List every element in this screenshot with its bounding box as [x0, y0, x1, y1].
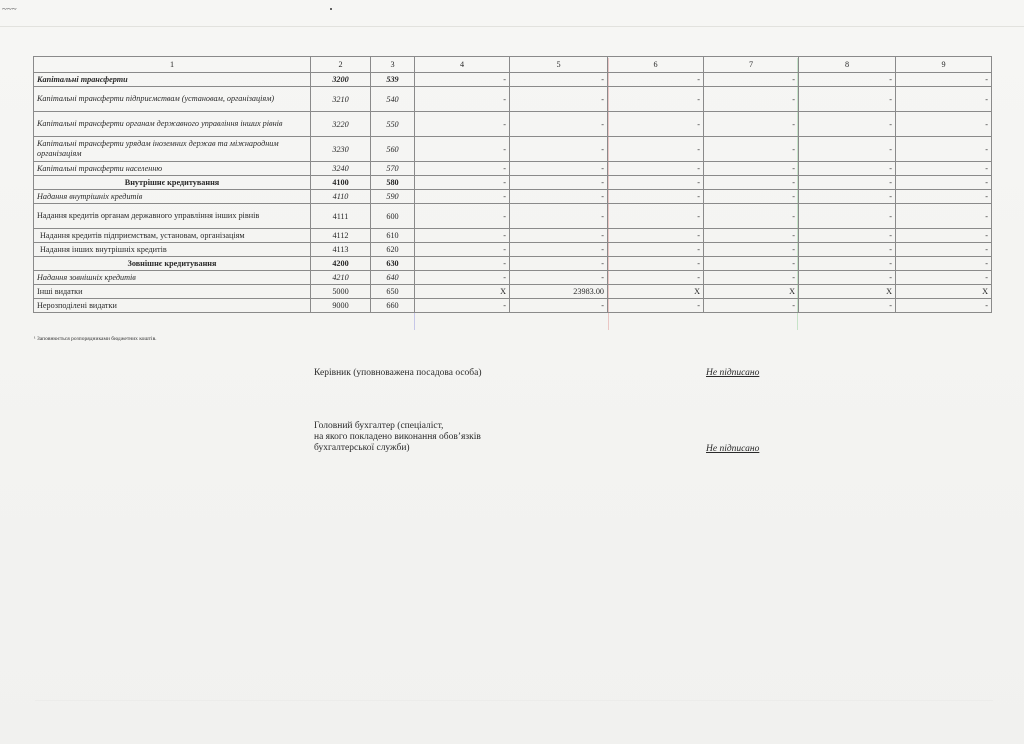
- accountant-signature-value: Не підписано: [706, 444, 760, 454]
- row-col4: -: [415, 243, 510, 257]
- row-col7: -: [704, 243, 799, 257]
- row-code: 5000: [311, 285, 371, 299]
- row-code: 4210: [311, 271, 371, 285]
- row-name: Капітальні трансферти урядам іноземних держав та міжнародним організаціям: [34, 137, 311, 162]
- row-line: 630: [371, 257, 415, 271]
- expenses-table: [33, 56, 992, 313]
- row-col7: -: [704, 112, 799, 137]
- row-col9: -: [896, 229, 992, 243]
- row-col7: -: [704, 257, 799, 271]
- page-bottom-line: [35, 700, 993, 701]
- row-name: Внутрішнє кредитування: [34, 176, 311, 190]
- row-col7: -: [704, 176, 799, 190]
- scan-mark: ~~~: [2, 4, 17, 14]
- header-cell-2: 2: [311, 57, 371, 73]
- scan-dot: [330, 8, 332, 10]
- row-code: 3200: [311, 73, 371, 87]
- row-col7: Х: [704, 285, 799, 299]
- row-line: 539: [371, 73, 415, 87]
- row-line: 590: [371, 190, 415, 204]
- header-cell-9: 9: [896, 57, 992, 73]
- table-row: [34, 204, 992, 229]
- row-name: Надання кредитів органам державного управління інших рівнів: [34, 204, 311, 229]
- row-col9: -: [896, 176, 992, 190]
- row-col8: -: [799, 257, 896, 271]
- row-col7: -: [704, 162, 799, 176]
- header-cell-4: 4: [415, 57, 510, 73]
- row-col6: -: [608, 257, 704, 271]
- table-row: [34, 112, 992, 137]
- row-code: 4100: [311, 176, 371, 190]
- row-col7: -: [704, 137, 799, 162]
- row-code: 3240: [311, 162, 371, 176]
- row-col6: -: [608, 112, 704, 137]
- header-row: [34, 57, 992, 73]
- row-code: 4110: [311, 190, 371, 204]
- row-col5: -: [510, 190, 608, 204]
- row-col9: -: [896, 299, 992, 313]
- row-col6: -: [608, 271, 704, 285]
- header-cell-6: 6: [608, 57, 704, 73]
- row-line: 620: [371, 243, 415, 257]
- row-col8: -: [799, 87, 896, 112]
- row-col5: -: [510, 176, 608, 190]
- row-col9: -: [896, 137, 992, 162]
- row-col7: -: [704, 299, 799, 313]
- row-col9: -: [896, 204, 992, 229]
- row-col5: -: [510, 299, 608, 313]
- row-col5: -: [510, 257, 608, 271]
- head-signature-value: Не підписано: [706, 368, 760, 378]
- row-col4: -: [415, 299, 510, 313]
- table-row: [34, 73, 992, 87]
- row-name: Надання інших внутрішніх кредитів: [34, 243, 311, 257]
- row-name: Капітальні трансферти населенню: [34, 162, 311, 176]
- row-col8: -: [799, 162, 896, 176]
- row-name: Капітальні трансферти: [34, 73, 311, 87]
- row-col4: -: [415, 257, 510, 271]
- table-row: [34, 190, 992, 204]
- footnote: ¹ Заповнюється розпорядниками бюджетних коштів.: [34, 336, 157, 342]
- table-row: [34, 162, 992, 176]
- row-name: Інші видатки: [34, 285, 311, 299]
- row-line: 640: [371, 271, 415, 285]
- row-col4: -: [415, 229, 510, 243]
- scan-edge-line: [0, 26, 1024, 27]
- row-col8: Х: [799, 285, 896, 299]
- row-code: 4200: [311, 257, 371, 271]
- table-row: [34, 271, 992, 285]
- header-cell-8: 8: [799, 57, 896, 73]
- row-col8: -: [799, 204, 896, 229]
- row-col4: -: [415, 112, 510, 137]
- row-code: 3210: [311, 87, 371, 112]
- row-col6: -: [608, 162, 704, 176]
- row-name: Надання внутрішніх кредитів: [34, 190, 311, 204]
- table-row: [34, 229, 992, 243]
- row-col9: Х: [896, 285, 992, 299]
- row-col6: -: [608, 190, 704, 204]
- row-name: Нерозподілені видатки: [34, 299, 311, 313]
- row-line: 610: [371, 229, 415, 243]
- row-col5: -: [510, 73, 608, 87]
- row-col4: -: [415, 176, 510, 190]
- row-col5: -: [510, 137, 608, 162]
- row-col6: -: [608, 73, 704, 87]
- row-col8: -: [799, 271, 896, 285]
- header-cell-1: 1: [34, 57, 311, 73]
- row-col6: -: [608, 243, 704, 257]
- row-col4: -: [415, 190, 510, 204]
- table-row: [34, 257, 992, 271]
- row-col9: -: [896, 87, 992, 112]
- row-col4: -: [415, 204, 510, 229]
- row-code: 4112: [311, 229, 371, 243]
- row-name: Надання кредитів підприємствам, установам, організаціям: [34, 229, 311, 243]
- row-line: 560: [371, 137, 415, 162]
- row-line: 540: [371, 87, 415, 112]
- row-col5: -: [510, 243, 608, 257]
- row-col6: -: [608, 176, 704, 190]
- row-code: 9000: [311, 299, 371, 313]
- row-col8: -: [799, 229, 896, 243]
- row-col6: Х: [608, 285, 704, 299]
- row-line: 650: [371, 285, 415, 299]
- row-line: 580: [371, 176, 415, 190]
- row-col8: -: [799, 190, 896, 204]
- row-name: Надання зовнішніх кредитів: [34, 271, 311, 285]
- row-col8: -: [799, 137, 896, 162]
- row-line: 660: [371, 299, 415, 313]
- header-cell-7: 7: [704, 57, 799, 73]
- row-col8: -: [799, 73, 896, 87]
- row-col5: -: [510, 87, 608, 112]
- row-name: Капітальні трансферти підприємствам (установам, організаціям): [34, 87, 311, 112]
- row-col7: -: [704, 271, 799, 285]
- row-col8: -: [799, 176, 896, 190]
- accountant-signature-label-3: бухгалтерської служби): [314, 443, 410, 453]
- row-line: 600: [371, 204, 415, 229]
- row-col5: -: [510, 229, 608, 243]
- head-signature-label: Керівник (уповноважена посадова особа): [314, 368, 482, 378]
- row-code: 4113: [311, 243, 371, 257]
- row-col6: -: [608, 87, 704, 112]
- row-col9: -: [896, 257, 992, 271]
- row-line: 570: [371, 162, 415, 176]
- row-name: Зовнішнє кредитування: [34, 257, 311, 271]
- row-code: 4111: [311, 204, 371, 229]
- header-cell-3: 3: [371, 57, 415, 73]
- row-col4: -: [415, 137, 510, 162]
- row-col8: -: [799, 112, 896, 137]
- row-col9: -: [896, 190, 992, 204]
- row-col7: -: [704, 229, 799, 243]
- row-col6: -: [608, 299, 704, 313]
- row-col7: -: [704, 87, 799, 112]
- header-cell-5: 5: [510, 57, 608, 73]
- row-col6: -: [608, 137, 704, 162]
- row-col6: -: [608, 204, 704, 229]
- row-col5: -: [510, 204, 608, 229]
- row-col4: -: [415, 73, 510, 87]
- table-row: [34, 87, 992, 112]
- row-col7: -: [704, 73, 799, 87]
- row-col5: -: [510, 162, 608, 176]
- row-col4: -: [415, 162, 510, 176]
- row-code: 3230: [311, 137, 371, 162]
- table-row: [34, 243, 992, 257]
- row-code: 3220: [311, 112, 371, 137]
- row-col9: -: [896, 112, 992, 137]
- row-col5: -: [510, 271, 608, 285]
- row-col9: -: [896, 271, 992, 285]
- row-col8: -: [799, 243, 896, 257]
- row-col7: -: [704, 190, 799, 204]
- table-row: [34, 299, 992, 313]
- row-col4: Х: [415, 285, 510, 299]
- table-row: [34, 137, 992, 162]
- row-col4: -: [415, 87, 510, 112]
- accountant-signature-label-1: Головний бухгалтер (спеціаліст,: [314, 421, 444, 431]
- row-col9: -: [896, 162, 992, 176]
- row-col8: -: [799, 299, 896, 313]
- row-col7: -: [704, 204, 799, 229]
- row-name: Капітальні трансферти органам державного управління інших рівнів: [34, 112, 311, 137]
- row-col4: -: [415, 271, 510, 285]
- table-row: [34, 285, 992, 299]
- table-row: [34, 176, 992, 190]
- row-col9: -: [896, 73, 992, 87]
- row-col5: 23983.00: [510, 285, 608, 299]
- row-col9: -: [896, 243, 992, 257]
- row-line: 550: [371, 112, 415, 137]
- row-col6: -: [608, 229, 704, 243]
- row-col5: -: [510, 112, 608, 137]
- accountant-signature-label-2: на якого покладено виконання обов’язків: [314, 432, 481, 442]
